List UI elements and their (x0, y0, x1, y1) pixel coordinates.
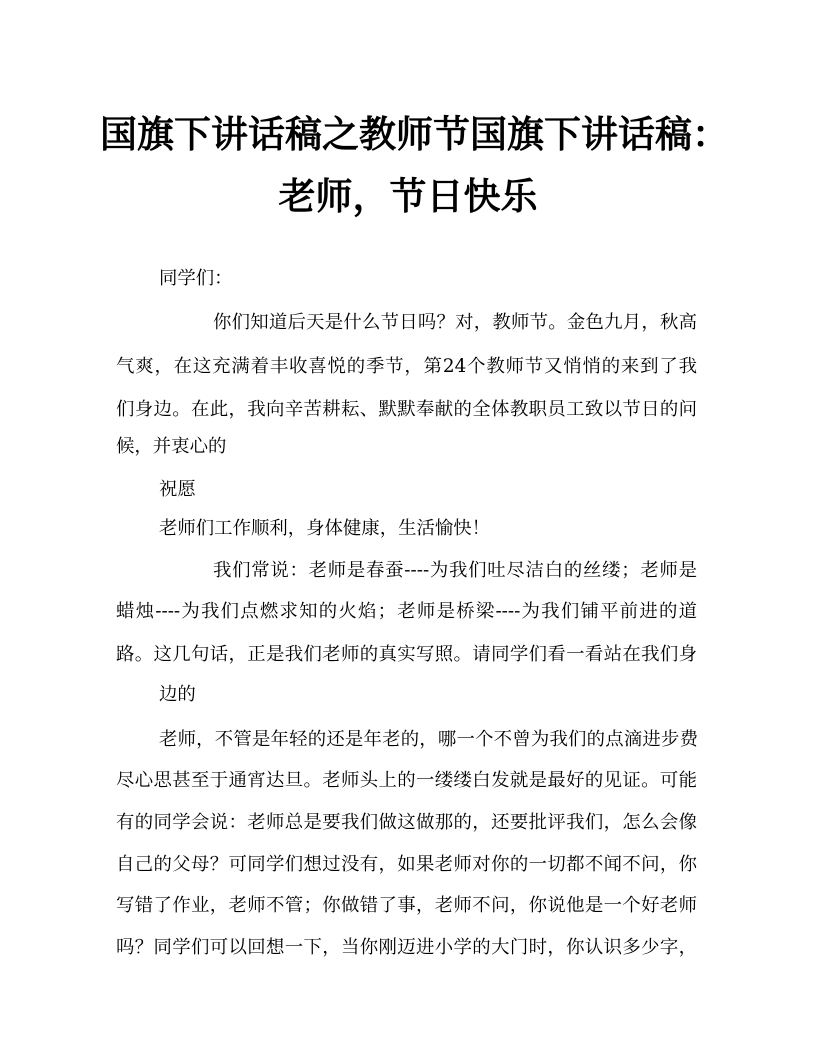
paragraph-line: 写错了作业，老师不管；你做错了事，老师不问，你说他是一个好老师 (116, 895, 697, 916)
paragraph-line: 边的 (159, 684, 196, 705)
paragraph-line: 路。这几句话，正是我们老师的真实写照。请同学们看一看站在我们身 (116, 644, 697, 665)
paragraph-line: 蜡烛----为我们点燃求知的火焰；老师是桥梁----为我们铺平前进的道 (116, 601, 697, 622)
paragraph-line: 我们常说：老师是春蚕----为我们吐尽洁白的丝缕；老师是 (213, 560, 697, 581)
document-title-line-2: 老师，节日快乐 (278, 174, 538, 218)
salutation: 同学们： (159, 268, 233, 289)
paragraph-line: 老师，不管是年轻的还是年老的，哪一个不曾为我们的点滴进步费 (159, 729, 698, 750)
paragraph-line: 候，并衷心的 (116, 436, 227, 457)
document-title-line-1: 国旗下讲话稿之教师节国旗下讲话稿： (100, 112, 729, 156)
paragraph-line: 祝愿 (159, 479, 196, 500)
paragraph-line: 们身边。在此，我向辛苦耕耘、默默奉献的全体教职员工致以节日的问 (116, 399, 697, 420)
paragraph-line: 自己的父母？可同学们想过没有，如果老师对你的一切都不闻不问，你 (116, 854, 697, 875)
paragraph-line: 吗？同学们可以回想一下，当你刚迈进小学的大门时，你认识多少字， (116, 937, 697, 958)
paragraph-line: 有的同学会说：老师总是要我们做这做那的，还要批评我们，怎么会像 (116, 812, 697, 833)
paragraph-line: 老师们工作顺利，身体健康，生活愉快！ (159, 518, 491, 539)
paragraph-line: 尽心思甚至于通宵达旦。老师头上的一缕缕白发就是最好的见证。可能 (116, 770, 697, 791)
paragraph-line: 气爽，在这充满着丰收喜悦的季节，第24个教师节又悄悄的来到了我 (116, 356, 697, 377)
paragraph-line: 你们知道后天是什么节日吗？对，教师节。金色九月，秋高 (213, 312, 697, 333)
